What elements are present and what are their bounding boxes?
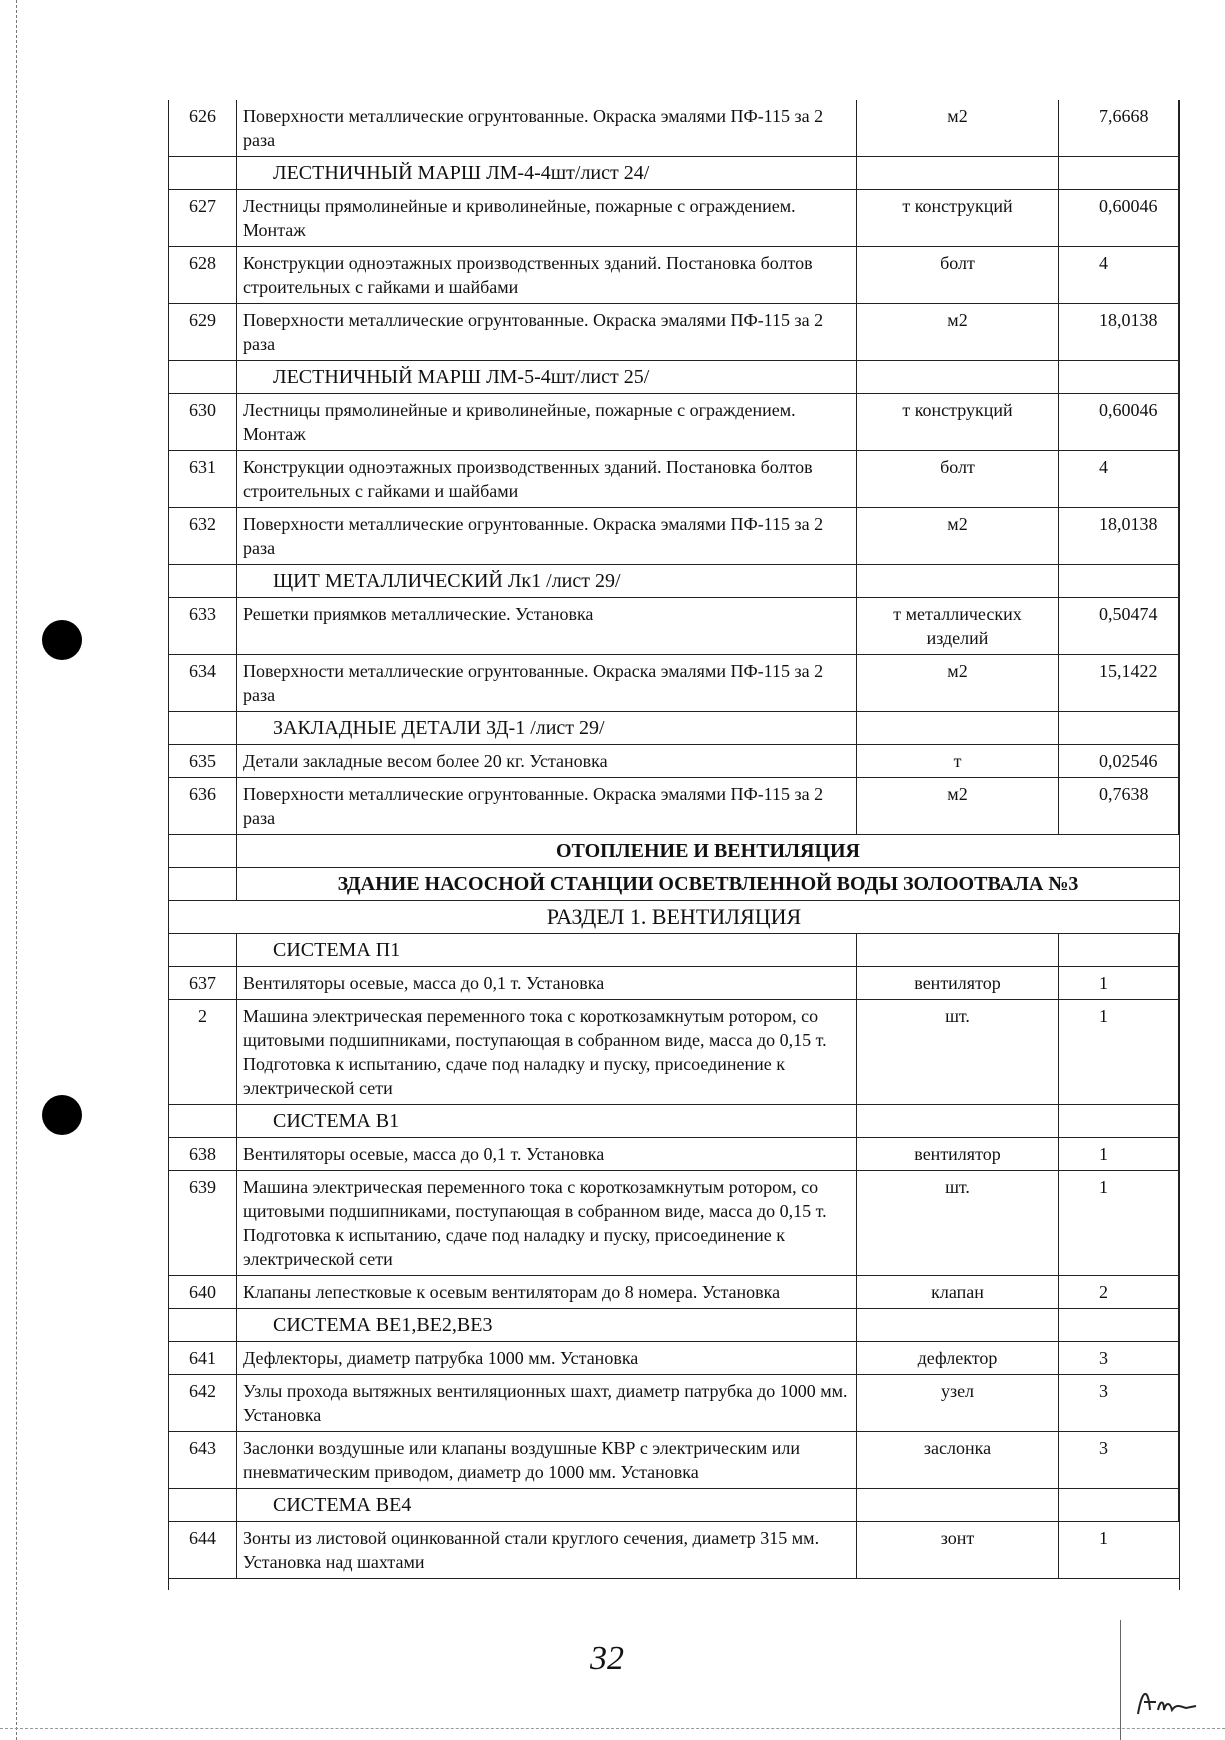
row-number: 630: [169, 394, 237, 451]
row-number: 637: [169, 967, 237, 1000]
section-title: ЛЕСТНИЧНЫЙ МАРШ ЛМ-4-4шт/лист 24/: [237, 157, 857, 190]
quantity: 0,50474: [1059, 598, 1179, 655]
section-title: ЗАКЛАДНЫЕ ДЕТАЛИ ЗД-1 /лист 29/: [237, 712, 857, 745]
quantity: 2: [1059, 1276, 1179, 1309]
row-number: 626: [169, 100, 237, 157]
empty-cell: [169, 934, 237, 967]
unit-of-measure: вентилятор: [857, 1138, 1059, 1171]
empty-cell: [857, 565, 1059, 598]
quantity: 18,0138: [1059, 304, 1179, 361]
row-number: 635: [169, 745, 237, 778]
section-title: СИСТЕМА П1: [237, 934, 857, 967]
empty-cell: [1059, 1489, 1179, 1522]
quantity: 3: [1059, 1375, 1179, 1432]
estimate-table: [168, 100, 1180, 1590]
unit-of-measure: заслонка: [857, 1432, 1059, 1489]
empty-cell: [169, 1105, 237, 1138]
empty-cell: [169, 835, 237, 868]
unit-of-measure: т: [857, 745, 1059, 778]
work-description: Лестницы прямолинейные и криволинейные, пожарные с ограждением. Монтаж: [237, 394, 857, 451]
empty-cell: [169, 868, 237, 901]
quantity: 1: [1059, 967, 1179, 1000]
unit-of-measure: зонт: [857, 1522, 1059, 1579]
quantity: 18,0138: [1059, 508, 1179, 565]
row-number: 644: [169, 1522, 237, 1579]
quantity: 0,02546: [1059, 745, 1179, 778]
quantity: 3: [1059, 1432, 1179, 1489]
empty-cell: [169, 712, 237, 745]
punch-hole: [42, 1095, 82, 1135]
empty-cell: [1059, 157, 1179, 190]
quantity: 0,60046: [1059, 394, 1179, 451]
work-description: Поверхности металлические огрунтованные. Окраска эмалями ПФ-115 за 2 раза: [237, 100, 857, 157]
work-description: Поверхности металлические огрунтованные. Окраска эмалями ПФ-115 за 2 раза: [237, 508, 857, 565]
row-number: 627: [169, 190, 237, 247]
empty-cell: [1059, 1309, 1179, 1342]
work-description: Детали закладные весом более 20 кг. Установка: [237, 745, 857, 778]
work-description: Конструкции одноэтажных производственных зданий. Постановка болтов строительных с гайками и шайбами: [237, 451, 857, 508]
unit-of-measure: узел: [857, 1375, 1059, 1432]
part-title: РАЗДЕЛ 1. ВЕНТИЛЯЦИЯ: [169, 901, 1179, 934]
empty-cell: [169, 1309, 237, 1342]
work-description: Поверхности металлические огрунтованные. Окраска эмалями ПФ-115 за 2 раза: [237, 655, 857, 712]
quantity: 1: [1059, 1138, 1179, 1171]
empty-cell: [169, 565, 237, 598]
quantity: 1: [1059, 1171, 1179, 1276]
punch-hole: [42, 620, 82, 660]
work-description: Заслонки воздушные или клапаны воздушные КВР с электрическим или пневматическим приводом, диаметр до 1000 мм. Установка: [237, 1432, 857, 1489]
unit-of-measure: вентилятор: [857, 967, 1059, 1000]
work-description: Конструкции одноэтажных производственных зданий. Постановка болтов строительных с гайками и шайбами: [237, 247, 857, 304]
empty-cell: [169, 157, 237, 190]
row-number: 628: [169, 247, 237, 304]
unit-of-measure: дефлектор: [857, 1342, 1059, 1375]
work-description: Вентиляторы осевые, масса до 0,1 т. Установка: [237, 1138, 857, 1171]
work-description: Поверхности металлические огрунтованные. Окраска эмалями ПФ-115 за 2 раза: [237, 778, 857, 835]
quantity: 4: [1059, 451, 1179, 508]
unit-of-measure: м2: [857, 508, 1059, 565]
empty-cell: [857, 934, 1059, 967]
heading-title: ОТОПЛЕНИЕ И ВЕНТИЛЯЦИЯ: [237, 835, 1179, 868]
empty-cell: [169, 1489, 237, 1522]
work-description: Узлы прохода вытяжных вентиляционных шахт, диаметр патрубка до 1000 мм. Установка: [237, 1375, 857, 1432]
heading-title: ЗДАНИЕ НАСОСНОЙ СТАНЦИИ ОСВЕТВЛЕННОЙ ВОДЫ ЗОЛООТВАЛА №3: [237, 868, 1179, 901]
empty-cell: [857, 1489, 1059, 1522]
unit-of-measure: т конструкций: [857, 190, 1059, 247]
quantity: 4: [1059, 247, 1179, 304]
section-title: СИСТЕМА ВЕ1,ВЕ2,ВЕ3: [237, 1309, 857, 1342]
unit-of-measure: т металлических изделий: [857, 598, 1059, 655]
empty-cell: [1059, 712, 1179, 745]
row-number: 638: [169, 1138, 237, 1171]
unit-of-measure: болт: [857, 247, 1059, 304]
row-number: 631: [169, 451, 237, 508]
quantity: 7,6668: [1059, 100, 1179, 157]
quantity: 1: [1059, 1522, 1179, 1579]
row-number: 642: [169, 1375, 237, 1432]
quantity: 0,60046: [1059, 190, 1179, 247]
empty-cell: [1059, 1105, 1179, 1138]
work-description: Решетки приямков металлические. Установка: [237, 598, 857, 655]
row-number: 633: [169, 598, 237, 655]
section-title: ЩИТ МЕТАЛЛИЧЕСКИЙ Лк1 /лист 29/: [237, 565, 857, 598]
row-number: 639: [169, 1171, 237, 1276]
signature: [1130, 1680, 1200, 1720]
unit-of-measure: шт.: [857, 1171, 1059, 1276]
binder-margin-line: [16, 0, 17, 1740]
work-description: Лестницы прямолинейные и криволинейные, пожарные с ограждением. Монтаж: [237, 190, 857, 247]
empty-cell: [1059, 934, 1179, 967]
quantity: 3: [1059, 1342, 1179, 1375]
unit-of-measure: м2: [857, 304, 1059, 361]
empty-cell: [857, 1105, 1059, 1138]
margin-line: [1120, 1620, 1121, 1740]
section-title: ЛЕСТНИЧНЫЙ МАРШ ЛМ-5-4шт/лист 25/: [237, 361, 857, 394]
empty-cell: [857, 157, 1059, 190]
quantity: 0,7638: [1059, 778, 1179, 835]
empty-cell: [1059, 361, 1179, 394]
unit-of-measure: м2: [857, 655, 1059, 712]
row-number: 636: [169, 778, 237, 835]
work-description: Машина электрическая переменного тока с короткозамкнутым ротором, со щитовыми подшипниками, поступающая в собранном виде, масса до 0,15 т. Подготовка к испытанию, сдаче под наладку и пуску, присоединение к электрической сети: [237, 1000, 857, 1105]
empty-cell: [857, 361, 1059, 394]
row-number: 643: [169, 1432, 237, 1489]
work-description: Клапаны лепестковые к осевым вентиляторам до 8 номера. Установка: [237, 1276, 857, 1309]
page-number: 32: [590, 1640, 624, 1677]
row-number: 632: [169, 508, 237, 565]
work-description: Вентиляторы осевые, масса до 0,1 т. Установка: [237, 967, 857, 1000]
work-description: Зонты из листовой оцинкованной стали круглого сечения, диаметр 315 мм. Установка над шахтами: [237, 1522, 857, 1579]
work-description: Поверхности металлические огрунтованные. Окраска эмалями ПФ-115 за 2 раза: [237, 304, 857, 361]
quantity: 1: [1059, 1000, 1179, 1105]
unit-of-measure: м2: [857, 778, 1059, 835]
row-number: 634: [169, 655, 237, 712]
unit-of-measure: м2: [857, 100, 1059, 157]
unit-of-measure: т конструкций: [857, 394, 1059, 451]
work-description: Дефлекторы, диаметр патрубка 1000 мм. Установка: [237, 1342, 857, 1375]
work-description: Машина электрическая переменного тока с короткозамкнутым ротором, со щитовыми подшипниками, поступающая в собранном виде, масса до 0,15 т. Подготовка к испытанию, сдаче под наладку и пуску, присоединение к электрической сети: [237, 1171, 857, 1276]
empty-cell: [169, 361, 237, 394]
row-number: 641: [169, 1342, 237, 1375]
empty-cell: [857, 1309, 1059, 1342]
row-number: 640: [169, 1276, 237, 1309]
unit-of-measure: шт.: [857, 1000, 1059, 1105]
row-number: 629: [169, 304, 237, 361]
quantity: 15,1422: [1059, 655, 1179, 712]
section-title: СИСТЕМА ВЕ4: [237, 1489, 857, 1522]
empty-cell: [1059, 565, 1179, 598]
bottom-dashed-line: [0, 1728, 1225, 1729]
section-title: СИСТЕМА В1: [237, 1105, 857, 1138]
unit-of-measure: клапан: [857, 1276, 1059, 1309]
empty-cell: [857, 712, 1059, 745]
row-number: 2: [169, 1000, 237, 1105]
unit-of-measure: болт: [857, 451, 1059, 508]
